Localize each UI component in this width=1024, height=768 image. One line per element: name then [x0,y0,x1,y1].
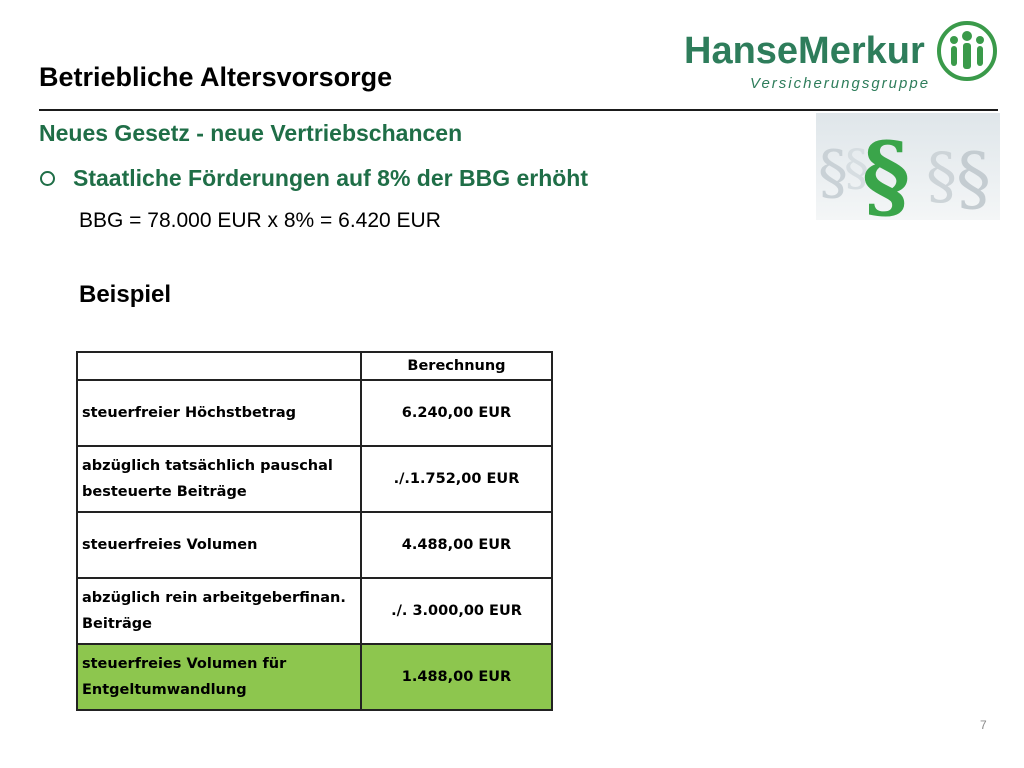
logo-wordmark: HanseMerkur [684,30,925,72]
table-header-label [77,352,361,380]
row-value: 6.240,00 EUR [361,380,552,446]
table-row [77,446,552,512]
row-label: steuerfreies Volumen für Entgeltumwandlung [77,644,361,710]
row-label: steuerfreier Höchstbetrag [77,380,361,446]
table-row-result [77,644,552,710]
table-row [77,512,552,578]
paragraph-sign-image [816,113,1000,220]
hansemerkur-logo [680,18,1000,98]
page-number: 7 [980,718,987,732]
svg-text:§: § [844,139,869,197]
svg-text:§: § [862,122,911,220]
svg-text:§: § [926,139,957,212]
row-value: 1.488,00 EUR [361,644,552,710]
family-figures-icon [936,20,998,82]
section-subtitle: Neues Gesetz - neue Vertriebschancen [39,120,463,146]
row-value: ./.1.752,00 EUR [361,446,552,512]
row-value: ./. 3.000,00 EUR [361,578,552,644]
row-label: abzüglich rein arbeitgeberfinan. Beiträge [77,578,361,644]
row-label: abzüglich tatsächlich pauschal besteuerte Beiträge [77,446,361,512]
bbg-formula: BBG = 78.000 EUR x 8% = 6.420 EUR [79,209,441,232]
calculation-table [76,351,553,711]
table-header-row [77,352,552,380]
logo-subtitle: Versicherungsgruppe [750,75,931,92]
bullet-item [40,165,588,192]
table-row [77,380,552,446]
svg-text:§: § [818,138,848,208]
table-row [77,578,552,644]
circle-bullet-icon [40,171,55,186]
table-header-value: Berechnung [361,352,552,380]
slide-title: Betriebliche Altersvorsorge [39,62,393,92]
example-heading: Beispiel [79,281,172,308]
svg-text:§: § [956,138,991,220]
row-label: steuerfreies Volumen [77,512,361,578]
row-value: 4.488,00 EUR [361,512,552,578]
title-divider [39,109,998,111]
bullet-text: Staatliche Förderungen auf 8% der BBG erhöht [73,165,589,191]
